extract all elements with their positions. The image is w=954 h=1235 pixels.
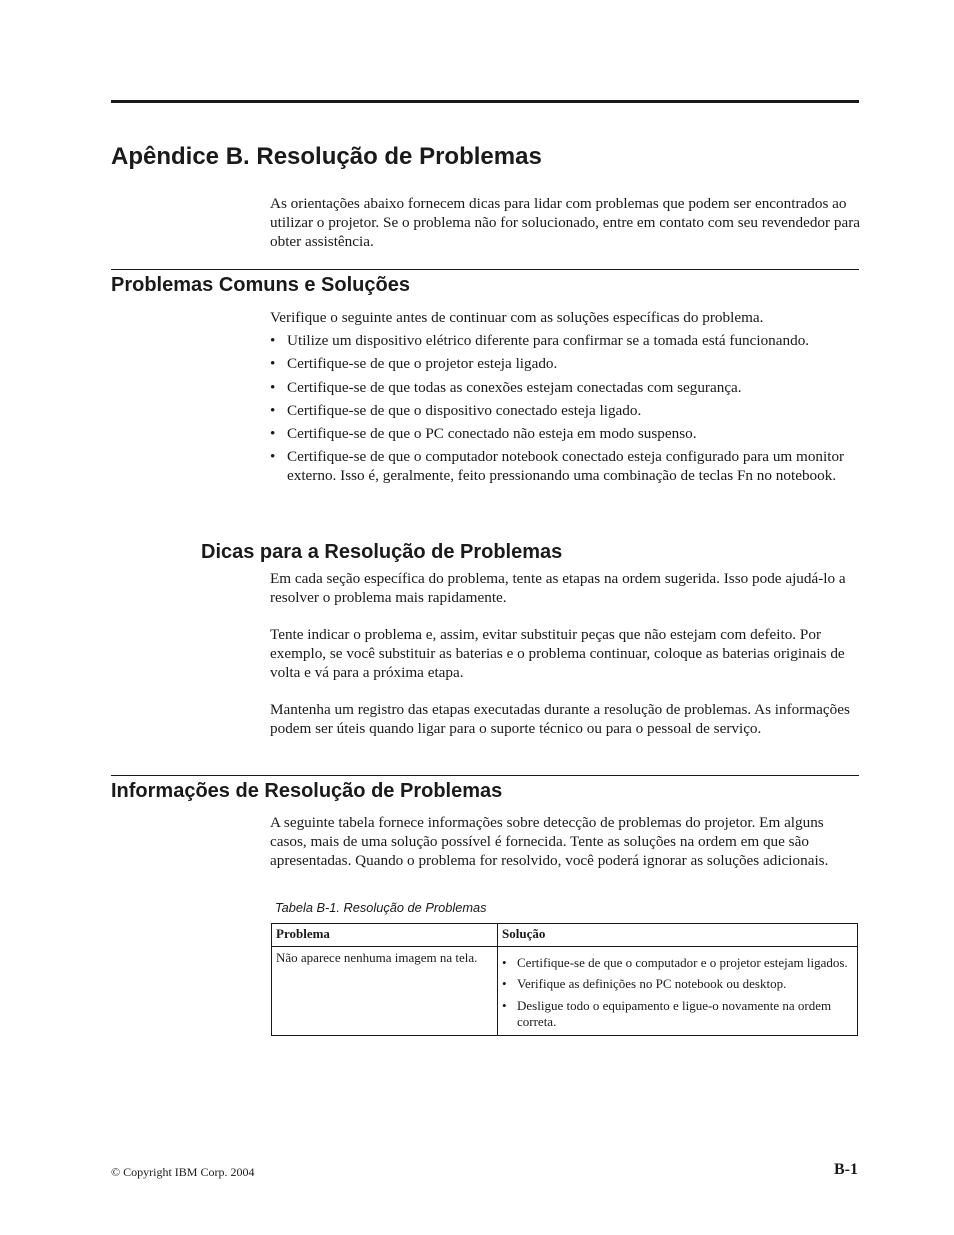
troubleshooting-table bbox=[271, 923, 858, 1036]
copyright-notice: © Copyright IBM Corp. 2004 bbox=[111, 1165, 255, 1179]
list-item: • Certifique-se de que o projetor esteja ligado. bbox=[270, 355, 860, 374]
info-paragraph: A seguinte tabela fornece informações sobre detecção de problemas do projetor. Em alguns casos, mais de uma solução possível é fornecida. Tente as soluções na ordem em que são apresentadas. Quando o problema for resolvido, você poderá ignorar as soluções adicionais. bbox=[270, 814, 829, 869]
list-item: • Certifique-se de que o computador notebook conectado esteja configurado para um monitor externo. Isso é, geralmente, feito pressionando uma combinação de teclas Fn no notebook. bbox=[270, 448, 860, 486]
tips-paragraph-1: Em cada seção específica do problema, tente as etapas na ordem sugerida. Isso pode ajudá-lo a resolver o problema mais rapidamente. bbox=[270, 570, 846, 606]
page-number: B-1 bbox=[834, 1161, 858, 1178]
top-rule bbox=[111, 100, 859, 103]
section1-lead: Verifique o seguinte antes de continuar com as soluções específicas do problema. bbox=[270, 309, 764, 326]
section-heading-info: Informações de Resolução de Problemas bbox=[111, 780, 503, 802]
tips-paragraph-2: Tente indicar o problema e, assim, evitar substituir peças que não estejam com defeito. Por exemplo, se você substituir as baterias e o problema continuar, coloque as baterias originais de volta e vá para a próxima etapa. bbox=[270, 626, 845, 681]
page-title: Apêndice B. Resolução de Problemas bbox=[111, 143, 542, 170]
problem-cell: Não aparece nenhuma imagem na tela. bbox=[272, 946, 498, 1035]
solution-list bbox=[502, 955, 853, 1031]
solution-item: • Verifique as definições no PC notebook ou desktop. bbox=[502, 976, 853, 993]
solution-cell bbox=[498, 946, 858, 1035]
table-row bbox=[272, 946, 858, 1035]
table-caption: Tabela B-1. Resolução de Problemas bbox=[275, 900, 487, 915]
solution-item: • Certifique-se de que o computador e o projetor estejam ligados. bbox=[502, 955, 853, 972]
section-heading-common-problems: Problemas Comuns e Soluções bbox=[111, 274, 410, 296]
section-divider-1 bbox=[111, 269, 859, 270]
list-item: • Certifique-se de que o dispositivo conectado esteja ligado. bbox=[270, 402, 860, 421]
column-header-problem: Problema bbox=[272, 924, 498, 947]
solution-item: • Desligue todo o equipamento e ligue-o novamente na ordem correta. bbox=[502, 998, 853, 1031]
list-item: • Certifique-se de que todas as conexões estejam conectadas com segurança. bbox=[270, 379, 860, 398]
table-header-row bbox=[272, 924, 858, 947]
section-divider-2 bbox=[111, 775, 859, 776]
column-header-solution: Solução bbox=[498, 924, 858, 947]
intro-paragraph: As orientações abaixo fornecem dicas para lidar com problemas que podem ser encontrados ao utilizar o projetor. Se o problema não for solucionado, entre em contato com seu revendedor para obter assistência. bbox=[270, 195, 860, 250]
tips-paragraph-3: Mantenha um registro das etapas executadas durante a resolução de problemas. As informações podem ser úteis quando ligar para o suporte técnico ou para o pessoal de serviço. bbox=[270, 701, 850, 737]
checklist bbox=[270, 332, 860, 491]
list-item: • Certifique-se de que o PC conectado não esteja em modo suspenso. bbox=[270, 425, 860, 444]
list-item: • Utilize um dispositivo elétrico diferente para confirmar se a tomada está funcionando. bbox=[270, 332, 860, 351]
section-heading-tips: Dicas para a Resolução de Problemas bbox=[201, 541, 563, 563]
